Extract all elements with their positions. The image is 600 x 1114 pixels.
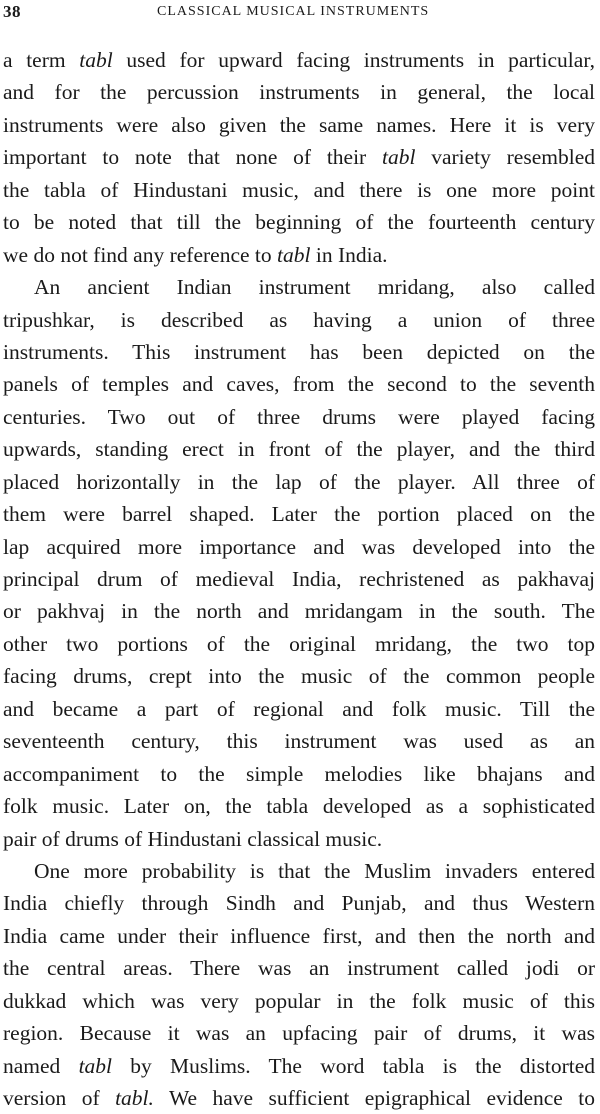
text-segment: India chiefly through Sindh and Punjab, and thus Western [3, 891, 595, 916]
text-segment: India came under their influence first, and then the north and [3, 923, 595, 948]
text-line [3, 206, 595, 238]
text-line [3, 239, 595, 271]
text-line [3, 1050, 595, 1082]
page-number: 38 [3, 2, 21, 21]
text-segment: to be noted that till the beginning of the fourteenth century [3, 210, 595, 235]
text-segment: used for upward facing instruments in particular, [112, 48, 595, 72]
text-line [3, 660, 595, 692]
text-segment: and became a part of regional and folk music. Till the [3, 696, 595, 721]
text-segment: placed horizontally in the lap of the player. All three of [3, 469, 595, 494]
italic-term: tabl [79, 48, 113, 72]
text-segment: facing drums, crept into the music of the common people [3, 664, 595, 689]
text-line [3, 466, 595, 498]
text-line [3, 920, 595, 952]
text-segment: them were barrel shaped. Later the portion placed on the [3, 502, 595, 527]
text-line [3, 563, 595, 595]
italic-term: tabl. [115, 1086, 154, 1110]
text-line [3, 985, 595, 1017]
text-segment: folk music. Later on, the tabla developed as a sophisticated [3, 794, 595, 819]
text-line [3, 368, 595, 400]
text-segment: or pakhvaj in the north and mridangam in the south. The [3, 599, 595, 624]
text-line [3, 304, 595, 336]
body-text [3, 44, 595, 1114]
text-line [3, 628, 595, 660]
text-line [3, 725, 595, 757]
text-segment: One more probability is that the Muslim invaders entered [34, 858, 595, 883]
text-segment: panels of temples and caves, from the second to the seventh [3, 372, 595, 397]
text-line [3, 952, 595, 984]
text-segment: We have sufficient epigraphical evidence to [153, 1086, 596, 1110]
text-line [3, 595, 595, 627]
text-segment: lap acquired more importance and was developed into the [3, 534, 595, 559]
text-line [3, 336, 595, 368]
text-segment: the tabla of Hindustani music, and there is one more point [3, 177, 595, 202]
text-line [3, 855, 595, 887]
text-segment: variety resembled [415, 145, 595, 170]
text-segment: version of [3, 1086, 116, 1110]
text-segment: in India. [310, 242, 388, 267]
text-segment: centuries. Two out of three drums were played facing [3, 404, 595, 429]
text-line [3, 823, 595, 855]
text-line [3, 758, 595, 790]
text-segment: tripushkar, is described as having a union of three [3, 307, 595, 332]
italic-term: tabl [277, 242, 311, 267]
italic-term: tabl [78, 1053, 113, 1078]
text-line [3, 1017, 595, 1049]
text-line [3, 141, 595, 173]
text-line [3, 1082, 595, 1114]
text-segment: other two portions of the original mridang, the two top [3, 631, 595, 656]
text-line [3, 693, 595, 725]
text-segment: named [3, 1053, 79, 1078]
text-segment: pair of drums of Hindustani classical music. [3, 826, 383, 851]
text-line [3, 498, 595, 530]
text-line [3, 433, 595, 465]
text-segment: instruments. This instrument has been depicted on the [3, 339, 595, 364]
text-segment: instruments were also given the same names. Here it is very [3, 112, 595, 137]
text-segment: An ancient Indian instrument mridang, also called [34, 275, 595, 300]
text-segment: principal drum of medieval India, rechristened as pakhavaj [3, 567, 595, 591]
text-line [3, 76, 595, 108]
text-line [3, 531, 595, 563]
italic-term: tabl [381, 145, 416, 170]
text-segment: upwards, standing erect in front of the player, and the third [3, 437, 595, 462]
text-line [3, 790, 595, 822]
text-segment: region. Because it was an upfacing pair of drums, it was [3, 1021, 595, 1046]
text-segment: dukkad which was very popular in the folk music of this [3, 988, 595, 1013]
text-line [3, 271, 595, 303]
text-segment: important to note that none of their [3, 145, 382, 170]
text-line [3, 401, 595, 433]
text-segment: a term [3, 48, 80, 72]
text-segment: the central areas. There was an instrument called jodi or [3, 956, 595, 981]
text-line [3, 109, 595, 141]
text-line [3, 887, 595, 919]
text-segment: by Muslims. The word tabla is the distorted [112, 1053, 595, 1078]
text-segment: accompaniment to the simple melodies like bhajans and [3, 761, 595, 786]
text-segment: we do not find any reference to [3, 242, 278, 267]
running-head [3, 2, 593, 24]
text-line [3, 174, 595, 206]
running-title: CLASSICAL MUSICAL INSTRUMENTS [157, 4, 430, 19]
text-line [3, 44, 595, 76]
text-segment: and for the percussion instruments in general, the local [3, 80, 595, 105]
text-segment: seventeenth century, this instrument was used as an [3, 729, 595, 754]
